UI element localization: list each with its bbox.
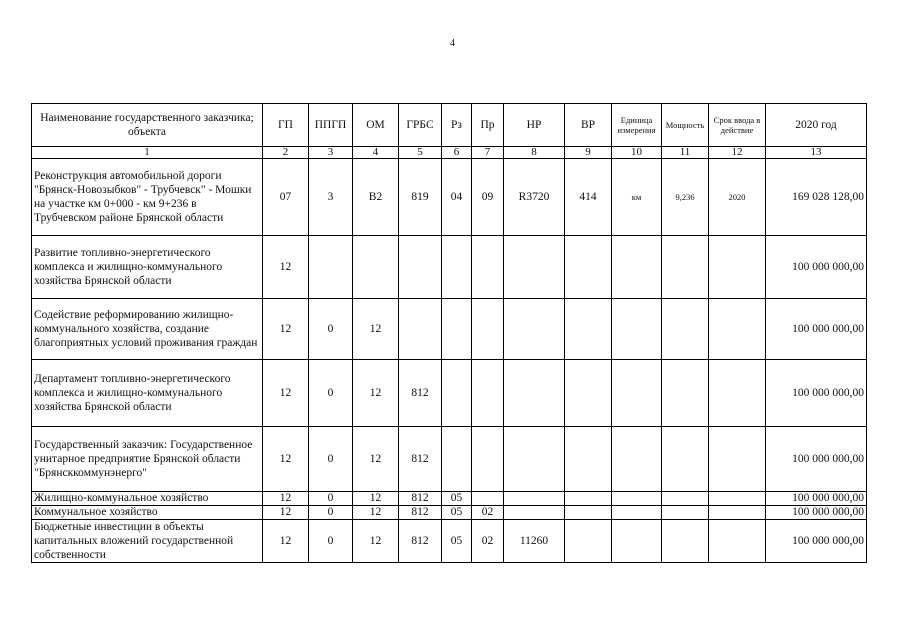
cell-term [709,520,766,563]
row-name: Жилищно-коммунальное хозяйство [32,492,263,506]
cell-pr [472,299,504,360]
header-row [32,104,867,147]
cell-amount: 100 000 000,00 [766,427,867,492]
cell-ppgp: 3 [309,159,353,236]
column-number: 3 [309,147,353,159]
cell-vr [565,299,612,360]
cell-rz [442,360,472,427]
column-number: 11 [662,147,709,159]
cell-om: В2 [353,159,399,236]
cell-power [662,520,709,563]
cell-nr: 11260 [504,520,565,563]
header-unit: Единица измерения [612,104,662,147]
cell-ppgp: 0 [309,520,353,563]
header-om: ОМ [353,104,399,147]
cell-rz: 05 [442,492,472,506]
cell-amount: 100 000 000,00 [766,506,867,520]
cell-rz: 04 [442,159,472,236]
cell-unit [612,427,662,492]
cell-pr: 02 [472,520,504,563]
cell-vr [565,520,612,563]
cell-amount: 100 000 000,00 [766,492,867,506]
cell-om: 12 [353,506,399,520]
column-number: 6 [442,147,472,159]
column-number: 9 [565,147,612,159]
cell-term [709,506,766,520]
row-name: Содействие реформированию жилищно-коммунального хозяйства, создание благоприятных условий проживания граждан [32,299,263,360]
cell-gp: 12 [263,506,309,520]
cell-nr: R3720 [504,159,565,236]
cell-grbs: 812 [399,506,442,520]
cell-ppgp: 0 [309,427,353,492]
header-grbs: ГРБС [399,104,442,147]
cell-om: 12 [353,427,399,492]
cell-unit [612,492,662,506]
header-ppgp: ППГП [309,104,353,147]
cell-unit [612,236,662,299]
cell-power [662,360,709,427]
cell-grbs: 812 [399,492,442,506]
cell-power [662,492,709,506]
cell-gp: 12 [263,236,309,299]
cell-gp: 12 [263,299,309,360]
cell-nr [504,236,565,299]
cell-om: 12 [353,520,399,563]
cell-rz [442,427,472,492]
cell-amount: 100 000 000,00 [766,299,867,360]
cell-grbs: 819 [399,159,442,236]
cell-ppgp: 0 [309,360,353,427]
cell-term: 2020 [709,159,766,236]
table-row [32,360,867,427]
cell-grbs [399,299,442,360]
table-row [32,492,867,506]
cell-grbs: 812 [399,360,442,427]
budget-table [31,103,867,563]
cell-unit: км [612,159,662,236]
table-row [32,520,867,563]
cell-om: 12 [353,299,399,360]
table-row [32,159,867,236]
page-number: 4 [450,38,455,49]
cell-pr [472,427,504,492]
table-row [32,427,867,492]
cell-unit [612,520,662,563]
cell-power [662,299,709,360]
cell-gp: 07 [263,159,309,236]
column-number: 12 [709,147,766,159]
column-number: 2 [263,147,309,159]
row-name: Бюджетные инвестиции в объекты капитальных вложений государственной собственности [32,520,263,563]
cell-amount: 100 000 000,00 [766,236,867,299]
cell-term [709,236,766,299]
header-power: Мощность [662,104,709,147]
header-year: 2020 год [766,104,867,147]
column-number: 10 [612,147,662,159]
table-row [32,236,867,299]
cell-om [353,236,399,299]
cell-unit [612,360,662,427]
cell-pr: 09 [472,159,504,236]
cell-amount: 169 028 128,00 [766,159,867,236]
cell-rz [442,236,472,299]
cell-vr [565,236,612,299]
cell-vr [565,492,612,506]
cell-nr [504,299,565,360]
cell-grbs: 812 [399,427,442,492]
cell-pr [472,236,504,299]
header-term: Срок ввода в действие [709,104,766,147]
cell-nr [504,427,565,492]
column-number: 1 [32,147,263,159]
cell-vr [565,427,612,492]
cell-gp: 12 [263,520,309,563]
column-number: 5 [399,147,442,159]
cell-nr [504,506,565,520]
cell-ppgp [309,236,353,299]
header-pr: Пр [472,104,504,147]
header-rz: Рз [442,104,472,147]
cell-ppgp: 0 [309,299,353,360]
cell-term [709,427,766,492]
header-vr: ВР [565,104,612,147]
cell-unit [612,299,662,360]
column-number: 13 [766,147,867,159]
column-number: 8 [504,147,565,159]
table-row [32,506,867,520]
cell-gp: 12 [263,492,309,506]
cell-rz: 05 [442,506,472,520]
column-number-row [32,147,867,159]
cell-ppgp: 0 [309,506,353,520]
cell-rz [442,299,472,360]
cell-ppgp: 0 [309,492,353,506]
cell-term [709,299,766,360]
cell-rz: 05 [442,520,472,563]
row-name: Департамент топливно-энергетического комплекса и жилищно-коммунального хозяйства Брянской области [32,360,263,427]
cell-gp: 12 [263,427,309,492]
header-gp: ГП [263,104,309,147]
cell-grbs: 812 [399,520,442,563]
column-number: 7 [472,147,504,159]
cell-nr [504,360,565,427]
cell-om: 12 [353,492,399,506]
cell-om: 12 [353,360,399,427]
cell-power [662,236,709,299]
cell-power [662,427,709,492]
cell-amount: 100 000 000,00 [766,520,867,563]
cell-gp: 12 [263,360,309,427]
cell-term [709,492,766,506]
cell-grbs [399,236,442,299]
cell-power [662,506,709,520]
row-name: Развитие топливно-энергетического комплекса и жилищно-коммунального хозяйства Брянской области [32,236,263,299]
cell-power: 9,236 [662,159,709,236]
header-name: Наименование государственного заказчика; объекта [32,104,263,147]
row-name: Государственный заказчик: Государственное унитарное предприятие Брянской области "Брянсккоммунэнерго" [32,427,263,492]
cell-amount: 100 000 000,00 [766,360,867,427]
row-name: Коммунальное хозяйство [32,506,263,520]
table-row [32,299,867,360]
cell-term [709,360,766,427]
cell-vr [565,506,612,520]
cell-unit [612,506,662,520]
column-number: 4 [353,147,399,159]
cell-pr [472,492,504,506]
cell-vr [565,360,612,427]
cell-nr [504,492,565,506]
cell-pr [472,360,504,427]
row-name: Реконструкция автомобильной дороги "Брянск-Новозыбков" - Трубчевск" - Мошки на участке км 0+000 - км 9+236 в Трубчевском районе Брянской области [32,159,263,236]
cell-vr: 414 [565,159,612,236]
cell-pr: 02 [472,506,504,520]
header-nr: НР [504,104,565,147]
